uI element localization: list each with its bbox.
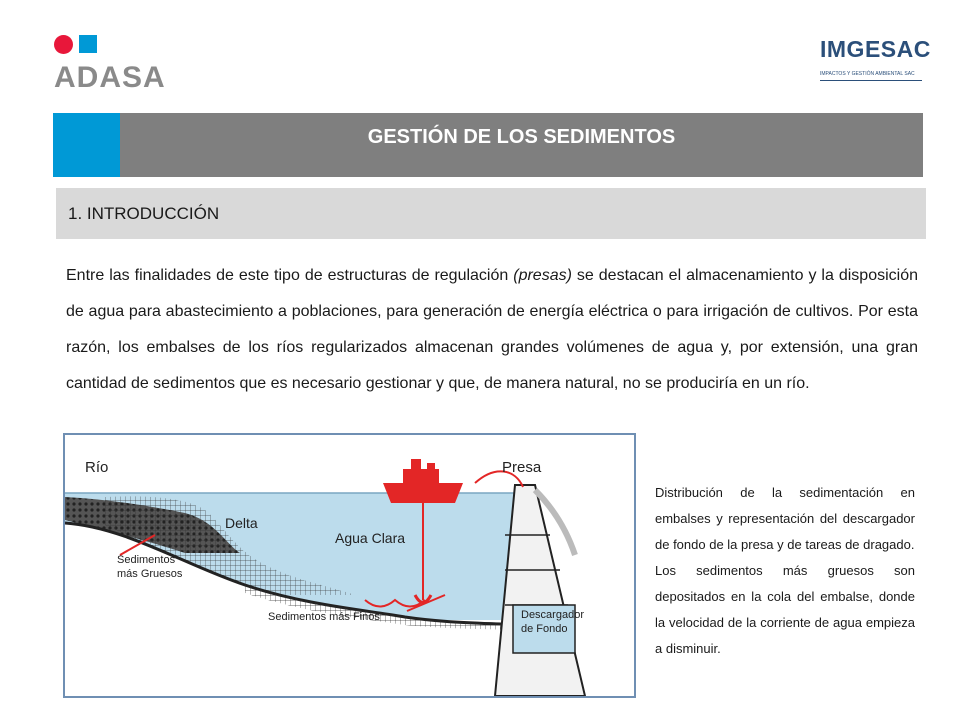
imgesac-logo-text: IMGESAC	[820, 36, 931, 62]
imgesac-logo	[820, 36, 931, 81]
imgesac-tagline: IMPACTOS Y GESTIÓN AMBIENTAL SAC	[820, 71, 915, 77]
label-descargador-1: Descargador	[521, 609, 584, 621]
diagram-svg	[65, 435, 634, 696]
label-sedimentos-gruesos-2: más Gruesos	[117, 568, 183, 580]
red-dot-icon	[54, 35, 73, 54]
caption-paragraph-2: Los sedimentos más gruesos son depositados en la cola del embalse, donde la velocidad de la corriente de agua empieza a disminuir.	[655, 563, 915, 656]
label-descargador-2: de Fondo	[521, 623, 568, 635]
intro-text-part2: se destacan el almacenamiento y la disposición de agua para abastecimiento a poblaciones, para generación de energía eléctrica o para irrigación de cultivos. Por esta razón, los embalses de los ríos regularizados almacenan grandes volúmenes de agua y, por extensión, una gran cantidad de sedimentos que es necesario gestionar y que, de manera natural, no se produciría en un río.	[66, 267, 918, 392]
intro-text-part1: Entre las finalidades de este tipo de estructuras de regulación	[66, 267, 514, 284]
figure-caption	[655, 480, 915, 662]
blue-square-icon	[79, 35, 97, 53]
title-bar	[53, 113, 923, 177]
label-sedimentos-finos: Sedimentos más Finos	[268, 611, 380, 623]
sedimentation-diagram	[63, 433, 636, 698]
imgesac-underline	[820, 80, 922, 81]
title-accent-block	[53, 113, 120, 177]
label-agua-clara: Agua Clara	[335, 530, 406, 546]
intro-text-italic: (presas)	[513, 267, 572, 284]
label-rio: Río	[85, 459, 109, 476]
intro-paragraph	[66, 258, 918, 402]
section-title: 1. INTRODUCCIÓN	[68, 204, 220, 223]
adasa-logo-text: ADASA	[54, 61, 166, 94]
section-header	[56, 188, 926, 239]
caption-paragraph-1: Distribución de la sedimentación en embalses y representación del descargador de fondo de la presa y de tareas de dragado.	[655, 485, 915, 552]
label-delta: Delta	[225, 515, 258, 531]
label-presa: Presa	[502, 459, 542, 476]
label-sedimentos-gruesos-1: Sedimentos	[117, 554, 176, 566]
page-title: GESTIÓN DE LOS SEDIMENTOS	[367, 126, 676, 148]
